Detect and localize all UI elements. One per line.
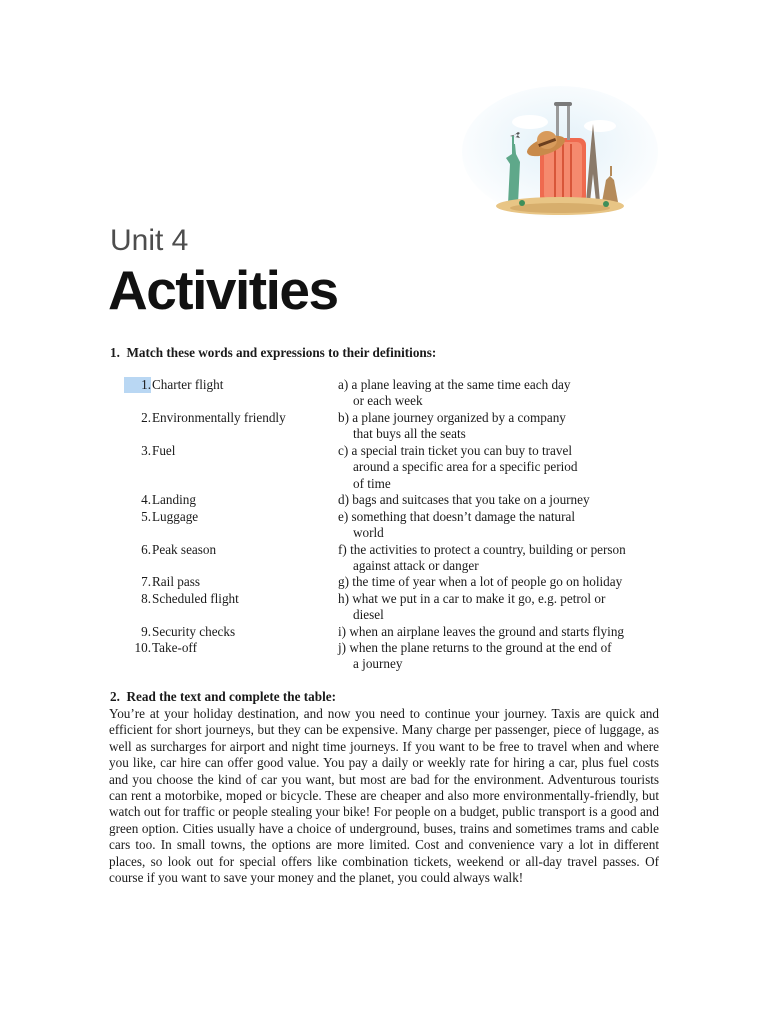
term-word: Fuel: [152, 443, 176, 458]
exercise-2-heading: 2. Read the text and complete the table:: [110, 689, 336, 704]
definition-text: a) a plane leaving at the same time each day: [338, 377, 571, 392]
definition-text: world: [353, 525, 384, 541]
term-word: Security checks: [152, 624, 236, 639]
term-item: [124, 492, 196, 508]
unit-label: Unit 4: [110, 224, 189, 257]
term-word: Landing: [152, 492, 196, 507]
definition-item: [338, 591, 668, 624]
definition-text: that buys all the seats: [353, 426, 466, 442]
term-word: Scheduled flight: [152, 591, 239, 606]
definition-text: f) the activities to protect a country, building or person: [338, 542, 626, 557]
definition-text: or each week: [353, 393, 423, 409]
page-title: Activities: [108, 259, 338, 321]
term-item: [124, 574, 200, 590]
term-word: Luggage: [152, 509, 199, 524]
term-item: [124, 410, 286, 426]
definition-text: h) what we put in a car to make it go, e.g. petrol or: [338, 591, 606, 606]
term-number: 9.: [141, 624, 151, 639]
definition-item: [338, 377, 668, 410]
definition-text: j) when the plane returns to the ground at the end of: [338, 640, 612, 655]
term-number: 2.: [141, 410, 151, 425]
term-number: 6.: [141, 542, 151, 557]
term-item: [124, 640, 197, 656]
definition-item: [338, 443, 668, 492]
term-number: 5.: [141, 509, 151, 524]
term-item: [124, 624, 236, 640]
term-item: [124, 509, 199, 525]
definition-item: [338, 624, 668, 640]
definition-item: [338, 542, 668, 575]
term-number: 7.: [141, 574, 151, 589]
definition-item: [338, 640, 668, 673]
term-number: 10.: [134, 640, 151, 655]
definition-text: e) something that doesn’t damage the natural: [338, 509, 576, 524]
term-word: Environmentally friendly: [152, 410, 286, 425]
term-number: 3.: [141, 443, 151, 458]
definition-text: i) when an airplane leaves the ground and starts flying: [338, 624, 625, 639]
definition-item: [338, 509, 668, 542]
term-number: 1.: [124, 377, 151, 393]
term-word: Rail pass: [152, 574, 200, 589]
definition-item: [338, 574, 668, 590]
definition-item: [338, 410, 668, 443]
definition-item: [338, 492, 668, 508]
definition-text: g) the time of year when a lot of people go on holiday: [338, 574, 623, 589]
term-item: [124, 377, 224, 393]
term-item: [124, 542, 217, 558]
term-number: 8.: [141, 591, 151, 606]
travel-illustration: [460, 84, 658, 224]
reading-passage: You’re at your holiday destination, and now you need to continue your journey. Taxis are quick and efficient for short journeys, but they can be expensive. Many charge per passenger, piece of luggage, as well as surcharges for airport and night time journeys. If you want to be free to travel when and where you like, car hire can offer good value. You pay a daily or weekly rate for hiring a car, plus fuel costs and you choose the kind of car you want, but most are bad for the environment. Adventurous tourists can rent a motorbike, moped or bicycle. These are cheaper and also more environmentally-friendly, but watch out for traffic or people stealing your bike! For people on a budget, public transport is a good and green option. Cities usually have a choice of underground, buses, trains and sometimes trams and cable cars too. In small towns, the options are more limited. Cost and convenience vary a lot in different places, so look out for special offers like combination tickets, weekend or all-day travel passes. Of course if you want to save your money and the planet, you could always walk!: [109, 706, 659, 886]
term-word: Charter flight: [152, 377, 224, 392]
definition-text: c) a special train ticket you can buy to travel: [338, 443, 572, 458]
term-item: [124, 591, 239, 607]
definition-text: b) a plane journey organized by a company: [338, 410, 566, 425]
term-word: Take-off: [152, 640, 197, 655]
term-item: [124, 443, 176, 459]
definition-text: around a specific area for a specific period: [353, 459, 578, 475]
exercise-1-heading: 1. Match these words and expressions to their definitions:: [110, 345, 437, 360]
term-word: Peak season: [152, 542, 217, 557]
definition-text: a journey: [353, 656, 403, 672]
definition-text: d) bags and suitcases that you take on a journey: [338, 492, 590, 507]
definition-text: diesel: [353, 607, 384, 623]
travel-landmarks-suitcase-illustration-icon: [460, 84, 658, 224]
term-number: 4.: [141, 492, 151, 507]
definition-text: against attack or danger: [353, 558, 479, 574]
definition-text: of time: [353, 475, 391, 491]
